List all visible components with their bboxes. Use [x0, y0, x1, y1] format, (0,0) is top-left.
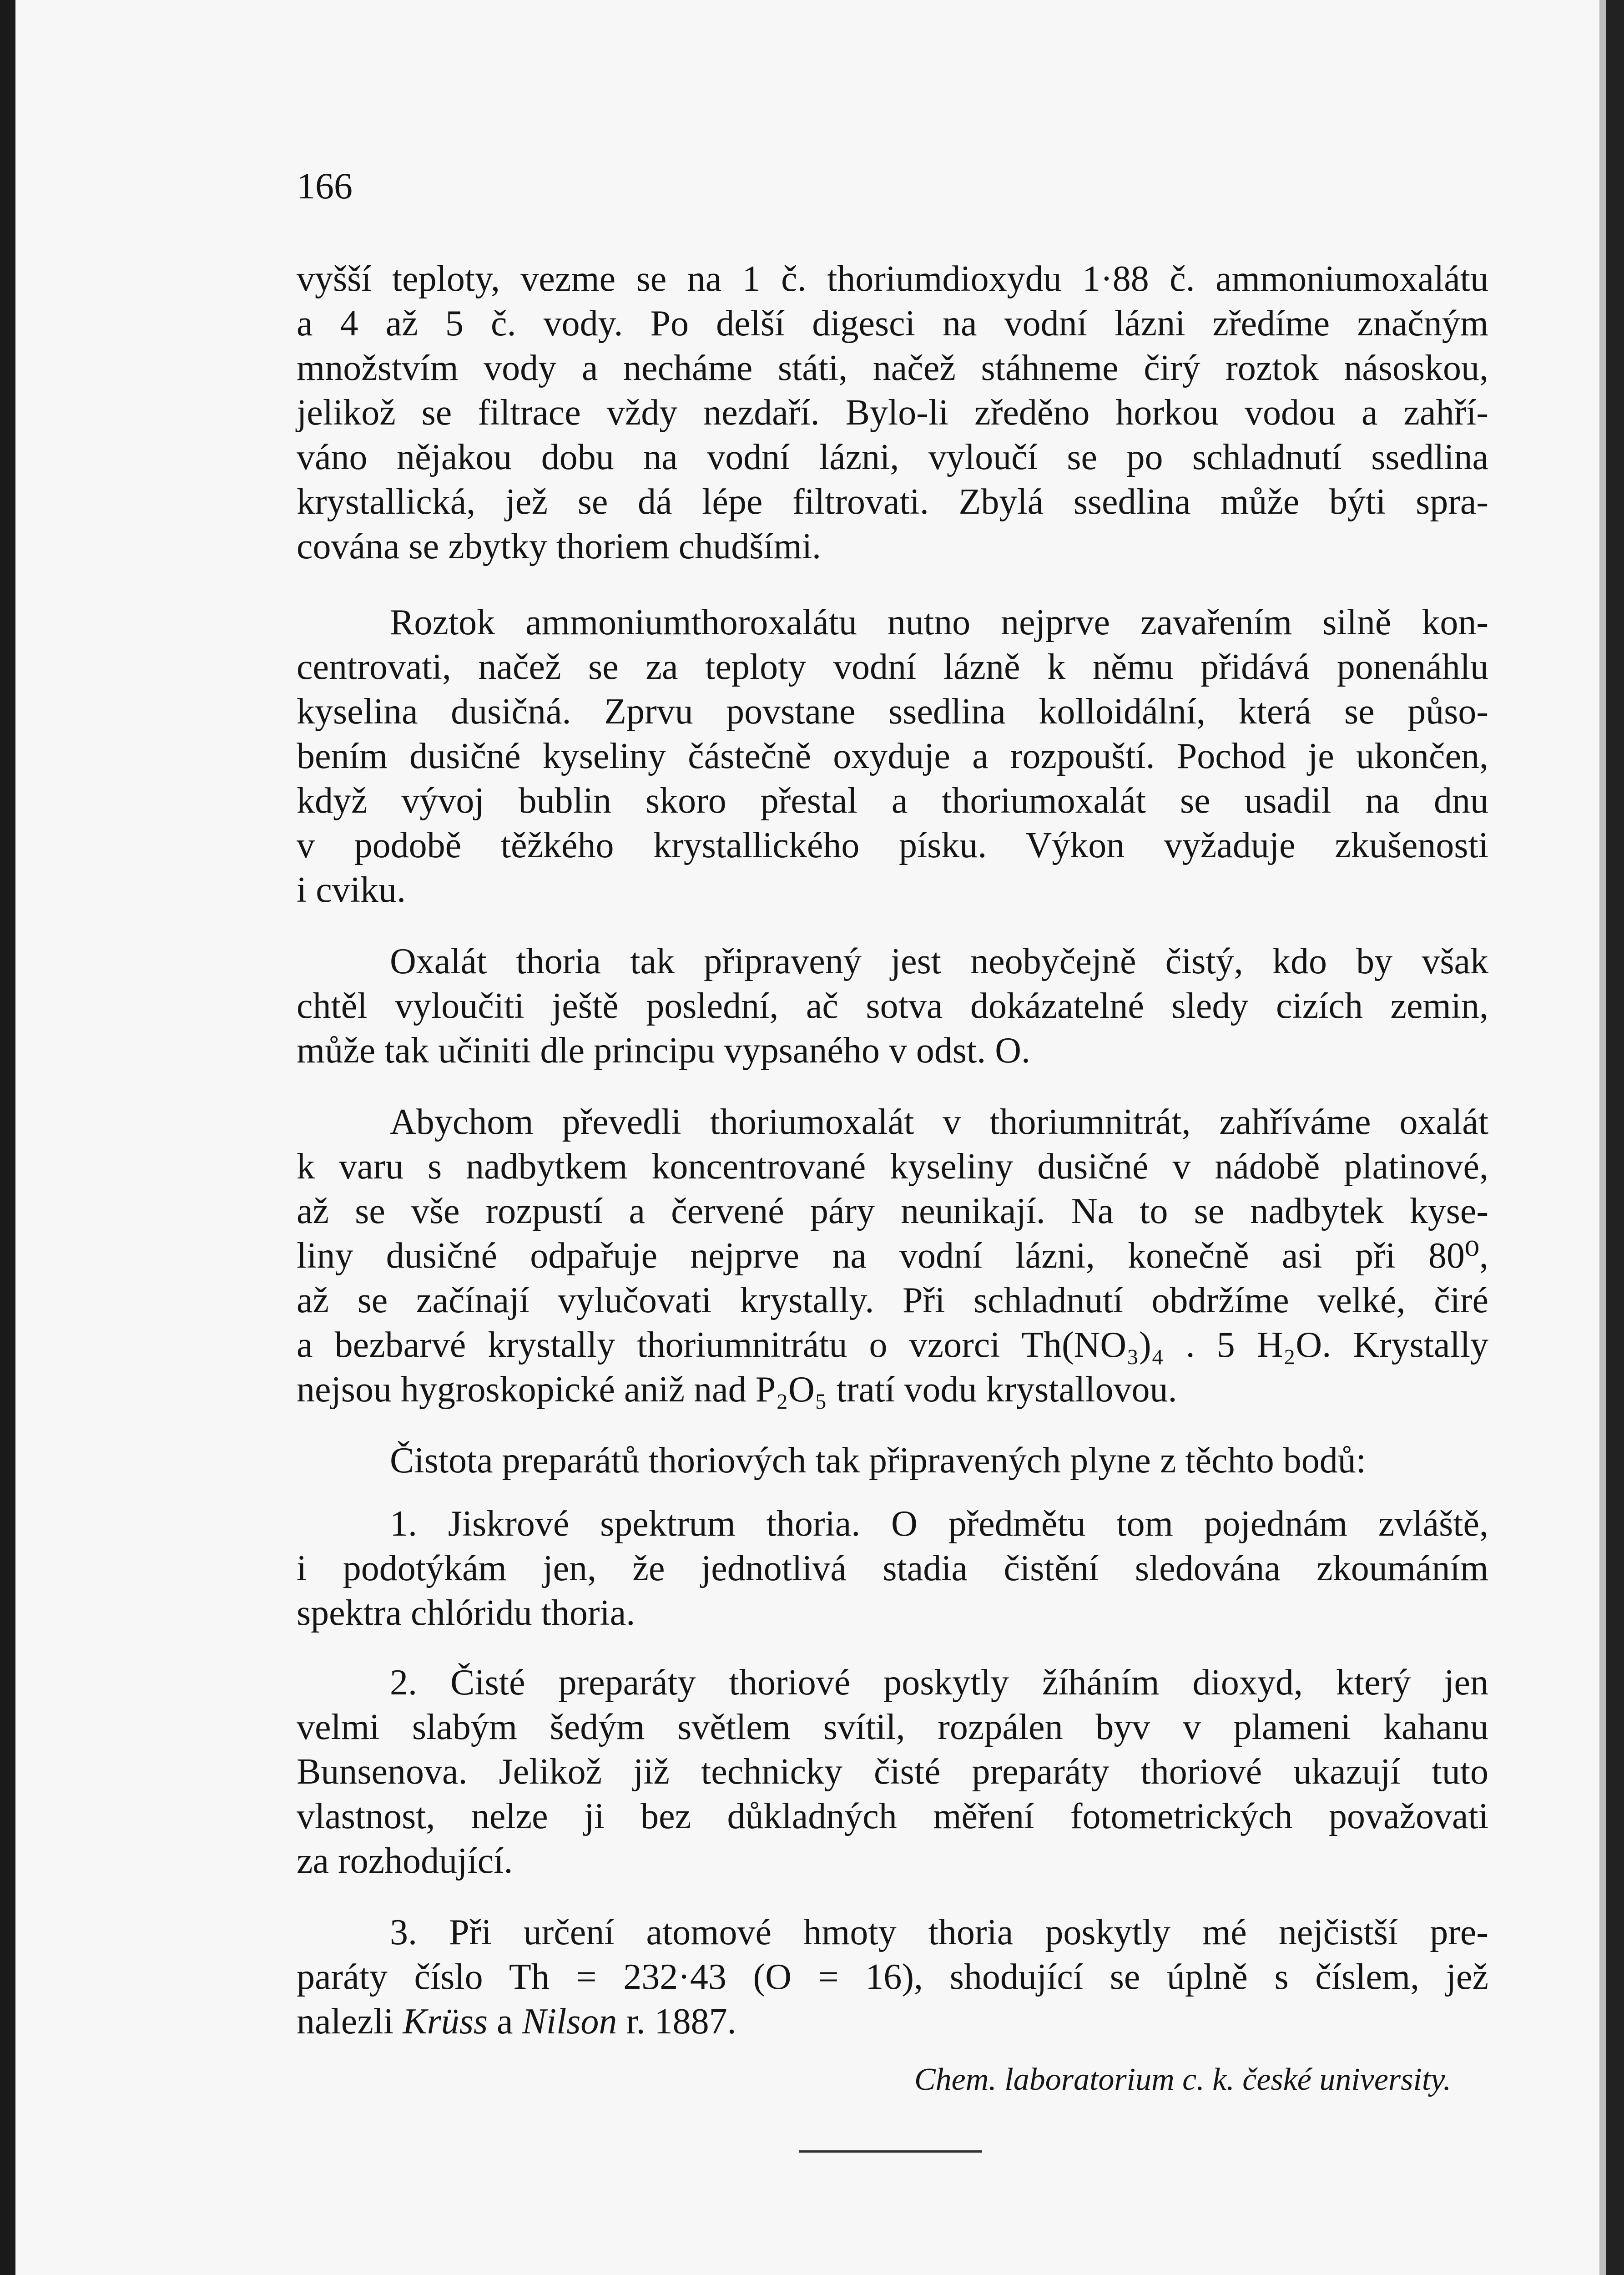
text-line: Bunsenova. Jelikož již technicky čisté preparáty thoriové ukazují tuto — [297, 1752, 1488, 1792]
text-line: Roztok ammoniumthoroxalátu nutno nejprve zavařením silně kon- — [390, 602, 1488, 642]
text-line: až se vše rozpustí a červené páry neunikají. Na to se nadbytek kyse- — [297, 1191, 1488, 1231]
text-line: 2. Čisté preparáty thoriové poskytly žíháním dioxyd, který jen — [390, 1663, 1488, 1703]
list-item-1 — [297, 1502, 1488, 1635]
text-line: paráty číslo Th = 232·43 (O = 16), shodující se úplně s číslem, jež — [297, 1957, 1488, 1997]
list-item-3 — [297, 1910, 1488, 1999]
text-line: 1. Jiskrové spektrum thoria. O předmětu tom pojednám zvláště, — [390, 1504, 1488, 1544]
text-line: a bezbarvé krystally thoriumnitrátu o vzorci Th(NO₃)₄ . 5 H₂O. Krystally — [297, 1325, 1488, 1365]
author-name: Nilson — [522, 2002, 617, 2042]
text-line: cována se zbytky thoriem chudšími. — [297, 526, 822, 566]
text-line: množstvím vody a necháme státi, načež stáhneme čirý roztok násoskou, — [297, 348, 1488, 388]
end-rule — [799, 2150, 982, 2153]
text-line: až se začínají vylučovati krystally. Při schladnutí obdržíme velké, čiré — [297, 1280, 1488, 1320]
text-line: váno nějakou dobu na vodní lázni, vyloučí se po schladnutí ssedlina — [297, 437, 1488, 477]
scan-border-left — [0, 0, 15, 2275]
text-line: Abychom převedli thoriumoxalát v thoriumnitrát, zahříváme oxalát — [390, 1102, 1488, 1142]
text-segment: a — [487, 2002, 522, 2042]
text-line: centrovati, načež se za teploty vodní lázně k němu přidává ponenáhlu — [297, 647, 1488, 687]
text-line: chtěl vyloučiti ještě poslední, ač sotva dokázatelné sledy cizích zemin, — [297, 986, 1488, 1026]
text-line: vlastnost, nelze ji bez důkladných měření fotometrických považovati — [297, 1796, 1488, 1836]
text-line: i cviku. — [297, 870, 406, 910]
text-segment: nalezli — [297, 2002, 403, 2042]
paragraph-continuation — [297, 257, 1488, 569]
text-line: k varu s nadbytkem koncentrované kyseliny dusičné v nádobě platinové, — [297, 1147, 1488, 1187]
text-line: když vývoj bublin skoro přestal a thoriumoxalát se usadil na dnu — [297, 781, 1488, 821]
list-item-3-last-line — [297, 1999, 1488, 2044]
list-item-2 — [297, 1660, 1488, 1883]
author-name: Krüss — [403, 2002, 488, 2042]
signature-affiliation: Chem. laboratorium c. k. české university. — [914, 2062, 1451, 2097]
text-line: kyselina dusičná. Zprvu povstane ssedlina kolloidální, která se půso- — [297, 692, 1488, 732]
text-line: Oxalát thoria tak připravený jest neobyčejně čistý, kdo by však — [390, 941, 1488, 981]
text-line: spektra chlóridu thoria. — [297, 1593, 635, 1633]
text-line: velmi slabým šedým světlem svítil, rozpálen byv v plameni kahanu — [297, 1707, 1488, 1747]
paragraph-purity-intro — [297, 1438, 1488, 1483]
text-line: jelikož se filtrace vždy nezdaří. Bylo-li zředěno horkou vodou a zahří- — [297, 393, 1488, 433]
text-line: krystallická, jež se dá lépe filtrovati. Zbylá ssedlina může býti spra- — [297, 482, 1488, 522]
text-line: 3. Při určení atomové hmoty thoria poskytly mé nejčistší pre- — [390, 1912, 1488, 1952]
text-line: i podotýkám jen, že jednotlivá stadia čistění sledována zkoumáním — [297, 1548, 1488, 1588]
text-line: liny dusičné odpařuje nejprve na vodní lázni, konečně asi při 80⁰, — [297, 1236, 1488, 1276]
paragraph-oxalate-solution — [297, 600, 1488, 912]
text-line: za rozhodující. — [297, 1841, 513, 1881]
text-line: v podobě těžkého krystallického písku. Výkon vyžaduje zkušenosti — [297, 825, 1488, 865]
text-segment: r. 1887. — [617, 2002, 736, 2042]
text-line: nejsou hygroskopické aniž nad P₂O₅ tratí vodu krystallovou. — [297, 1370, 1177, 1410]
text-line: vyšší teploty, vezme se na 1 č. thoriumdioxydu 1·88 č. ammoniumoxalátu — [297, 259, 1488, 299]
scan-border-right — [1606, 0, 1624, 2275]
paragraph-nitrate-conversion — [297, 1100, 1488, 1412]
text-line: a 4 až 5 č. vody. Po delší digesci na vodní lázni zředíme značným — [297, 303, 1488, 344]
paragraph-oxalate-purity — [297, 939, 1488, 1073]
text-line: Čistota preparátů thoriových tak připravených plyne z těchto bodů: — [390, 1441, 1367, 1481]
text-line — [297, 1999, 1488, 2044]
text-line: může tak učiniti dle principu vypsaného v odst. O. — [297, 1031, 1031, 1071]
text-line: bením dusičné kyseliny částečně oxyduje a rozpouští. Pochod je ukončen, — [297, 736, 1488, 776]
scan-border-right-shadow — [1599, 0, 1606, 2275]
page-number: 166 — [297, 165, 353, 207]
